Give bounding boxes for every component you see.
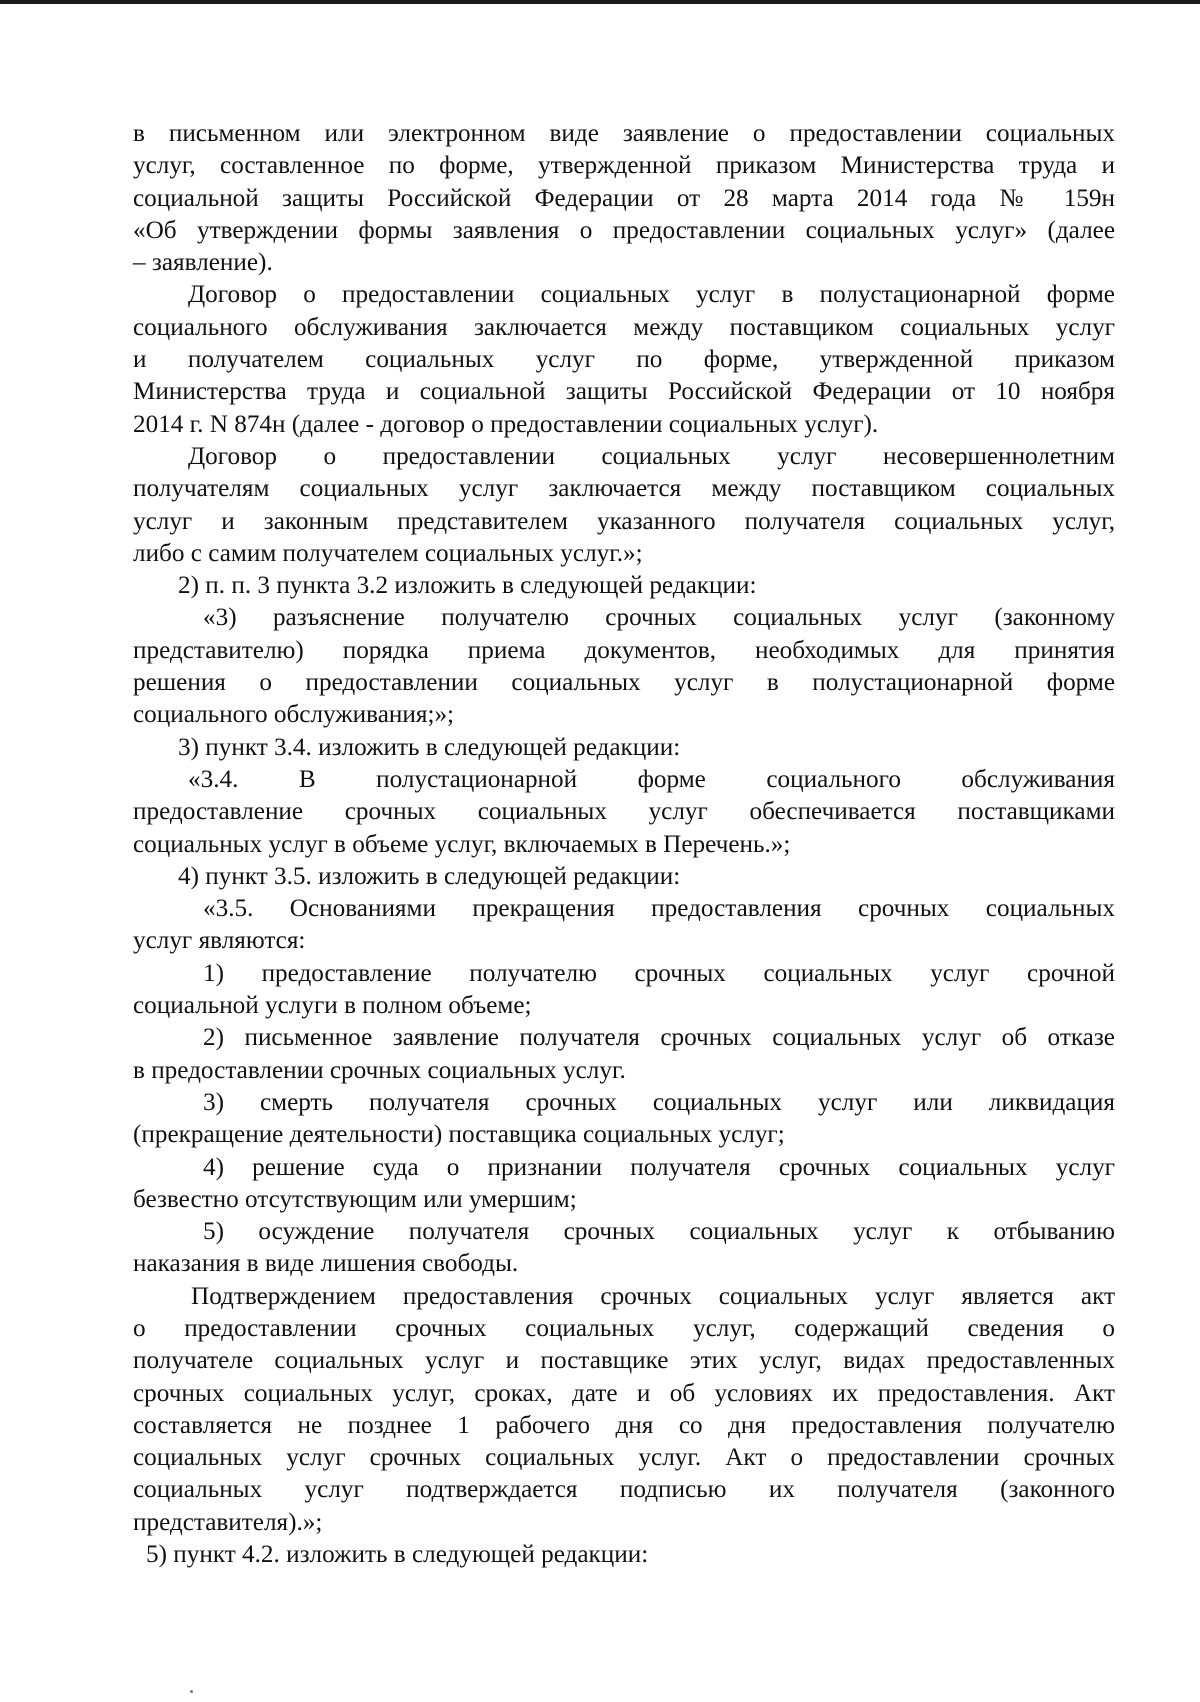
text-line: (прекращение деятельности) поставщика социальных услуг;: [133, 1121, 785, 1149]
text-line: услуг являются:: [133, 927, 306, 955]
text-line: безвестно отсутствующим или умершим;: [133, 1185, 577, 1213]
text-line: социального обслуживания;»;: [133, 701, 455, 729]
text-line: в письменном или электронном виде заявление о предоставлении социальных: [133, 120, 1115, 147]
text-line: 3) пункт 3.4. изложить в следующей редакции:: [178, 733, 681, 761]
text-line: представителя).»;: [133, 1508, 323, 1536]
text-line: 4) решение суда о признании получателя срочных социальных услуг: [203, 1153, 1115, 1181]
text-line: Подтверждением предоставления срочных социальных услуг является акт: [191, 1282, 1115, 1310]
text-line: 5) пункт 4.2. изложить в следующей редакции:: [146, 1541, 649, 1569]
text-line: 3) смерть получателя срочных социальных услуг или ликвидация: [203, 1088, 1115, 1116]
text-line: получателе социальных услуг и поставщике этих услуг, видах предоставленных: [133, 1347, 1115, 1375]
text-line: в предоставлении срочных социальных услуг.: [133, 1056, 626, 1084]
text-line: решения о предоставлении социальных услуг в полустационарной форме: [133, 669, 1115, 697]
text-line: либо с самим получателем социальных услуг.»;: [133, 539, 643, 567]
text-line: «3) разъяснение получателю срочных социальных услуг (законному: [203, 604, 1115, 632]
text-line: – заявление).: [133, 249, 273, 277]
text-line: и получателем социальных услуг по форме, утвержденной приказом: [133, 346, 1115, 374]
text-line: социального обслуживания заключается между поставщиком социальных услуг: [133, 313, 1115, 341]
text-line: услуг, составленное по форме, утвержденной приказом Министерства труда и: [133, 152, 1115, 180]
text-line: 1) предоставление получателю срочных социальных услуг срочной: [203, 959, 1115, 987]
text-line: Договор о предоставлении социальных услуг в полустационарной форме: [188, 281, 1115, 309]
text-line: социальных услуг срочных социальных услуг. Акт о предоставлении срочных: [133, 1444, 1115, 1472]
text-line: наказания в виде лишения свободы.: [133, 1250, 519, 1278]
text-line: социальных услуг в объеме услуг, включаемых в Перечень.»;: [133, 830, 791, 858]
text-line: 2014 г. N 874н (далее - договор о предоставлении социальных услуг).: [133, 410, 879, 438]
text-line: социальных услуг подтверждается подписью их получателя (законного: [133, 1476, 1115, 1504]
text-line: Договор о предоставлении социальных услуг несовершеннолетним: [188, 442, 1115, 470]
text-line: представителю) порядка приема документов, необходимых для принятия: [133, 636, 1115, 664]
text-line: «3.5. Основаниями прекращения предоставления срочных социальных: [203, 895, 1115, 923]
text-line: предоставление срочных социальных услуг обеспечивается поставщиками: [133, 798, 1115, 826]
text-line: составляется не позднее 1 рабочего дня со дня предоставления получателю: [133, 1411, 1115, 1439]
text-line: социальной услуги в полном объеме;: [133, 992, 532, 1020]
text-line: 2) п. п. 3 пункта 3.2 изложить в следующей редакции:: [178, 572, 757, 600]
text-line: Министерства труда и социальной защиты Российской Федерации от 10 ноября: [133, 378, 1115, 406]
text-line: о предоставлении срочных социальных услуг, содержащий сведения о: [133, 1314, 1115, 1342]
top-border-line: [0, 0, 1200, 4]
text-line: 2) письменное заявление получателя срочных социальных услуг об отказе: [203, 1024, 1115, 1052]
text-line: «Об утверждении формы заявления о предоставлении социальных услуг» (далее: [133, 216, 1115, 244]
text-line: «3.4. В полустационарной форме социального обслуживания: [188, 765, 1115, 793]
text-line: социальной защиты Российской Федерации от 28 марта 2014 года № 159н: [133, 184, 1115, 212]
text-line: 4) пункт 3.5. изложить в следующей редакции:: [178, 862, 681, 890]
text-line: срочных социальных услуг, сроках, дате и об условиях их предоставления. Акт: [133, 1379, 1115, 1407]
text-line: услуг и законным представителем указанного получателя социальных услуг,: [133, 507, 1115, 535]
document-body: [133, 118, 1115, 1571]
text-line: получателям социальных услуг заключается между поставщиком социальных: [133, 475, 1115, 503]
scan-speck: [190, 1690, 193, 1693]
text-line: 5) осуждение получателя срочных социальных услуг к отбыванию: [203, 1218, 1115, 1246]
